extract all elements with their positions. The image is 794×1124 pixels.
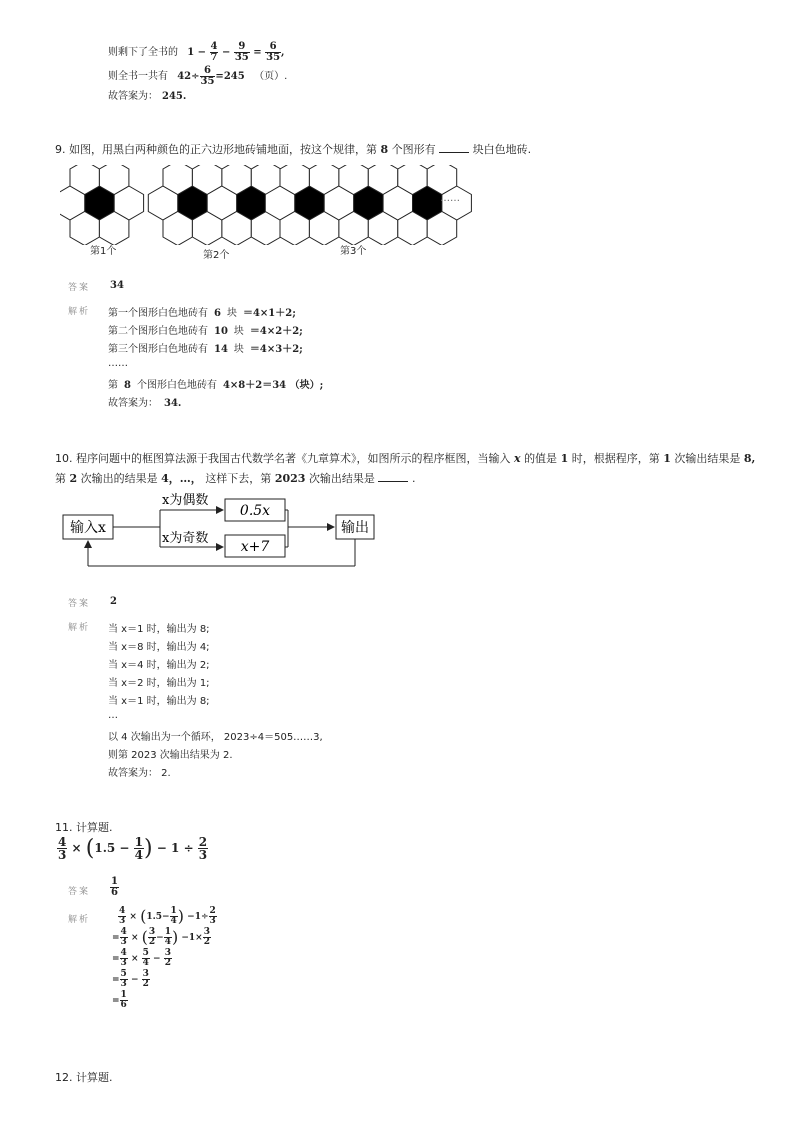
q10-analysis-line: 当 x＝4 时，输出为 2;	[108, 660, 210, 671]
q10-analysis-line: …	[108, 710, 118, 721]
hexagon-figures	[60, 165, 480, 245]
q8-line1-math: 1 − $\frac{4}{7}$ − $\frac{9}{35}$ = $\frac{6}{35}$ ,	[187, 41, 285, 63]
q10-analysis-line: 当 x＝1 时，输出为 8;	[108, 696, 210, 707]
q11-expression: $\frac{4}{3}$ × (1.5 − $\frac{1}{4}$ ) − 1 ÷ $\frac{2}{3}$	[58, 835, 208, 862]
q11-answer: $\frac{1}{6}$	[111, 876, 118, 898]
q10-analysis-line: 故答案为： 2.	[108, 768, 171, 779]
fraction: $\frac{9}{35}$	[234, 41, 249, 63]
flow-op1-label: 0.5x	[239, 503, 271, 519]
q8-line1: 则剩下了全书的 1 − $\frac{4}{7}$ − $\frac{9}{35}$ = $\frac{6}{35}$ ,	[108, 41, 285, 63]
flow-output-label: 输出	[341, 520, 369, 536]
q9-caption-2: 第2个	[203, 250, 230, 261]
q9-analysis-line: 第一个图形白色地砖有 6 块 ＝4×1＋2;	[108, 308, 296, 319]
answer-blank	[378, 471, 408, 482]
analysis-label: 解析	[68, 915, 91, 925]
q10-question-line2: 第 2 次输出的结果是 4，…， 这样下去，第 2023 次输出结果是 .	[55, 472, 416, 485]
flow-op2-label: x+7	[240, 539, 270, 555]
answer-blank	[439, 142, 469, 153]
q9-ellipsis: ……	[440, 193, 460, 204]
q10-analysis-line: 当 x＝2 时，输出为 1;	[108, 678, 210, 689]
fraction: $\frac{4}{7}$	[210, 41, 218, 63]
q9-analysis-line: 故答案为： 34.	[108, 398, 182, 409]
q9-analysis-line: ……	[108, 358, 128, 369]
q9-analysis-line: 第二个图形白色地砖有 10 块 ＝4×2＋2;	[108, 326, 303, 337]
q8-conclusion: 故答案为： 245.	[108, 91, 187, 102]
q9-question: 9. 如图，用黑白两种颜色的正六边形地砖铺地面，按这个规律，第 8 个图形有 块白色地砖.	[55, 143, 532, 156]
q8-line2-math: 42÷ $\frac{6}{35}$ =245	[177, 65, 245, 87]
q9-analysis-line: 第三个图形白色地砖有 14 块 ＝4×3＋2;	[108, 344, 303, 355]
answer-label: 答案	[68, 887, 91, 897]
answer-label: 答案	[68, 599, 91, 609]
q9-caption-3: 第3个	[340, 246, 367, 257]
analysis-label: 解析	[68, 307, 91, 317]
q12-question: 12. 计算题.	[55, 1071, 113, 1084]
answer-label: 答案	[68, 283, 91, 293]
flow-even-label: x为偶数	[162, 493, 209, 508]
analysis-label: 解析	[68, 623, 91, 633]
q9-caption-1: 第1个	[90, 246, 117, 257]
q11-analysis: $\frac{4}{3}$ × (1.5− $\frac{1}{4}$ ) −1÷ $\frac{2}{3}$ = $\frac{4}{3}$ × ( $\frac{3}{2}$ − $\frac{1}{4}$ ) −1× $\frac{3}{2}$ = $\frac{4}{3}$ × $\frac{5}{4}$ − $\frac{3}{2}$ = $\frac{5}{3}$ − $\frac{3}{2}$ = $\frac{1}{6}$	[112, 906, 216, 1010]
fraction: $\frac{6}{35}$	[200, 65, 215, 87]
q9-analysis-line: 第 8 个图形白色地砖有 4×8＋2＝34 （块）;	[108, 380, 324, 391]
q10-question-line1: 10. 程序问题中的框图算法源于我国古代数学名著《九章算术》，如图所示的程序框图，当输入 x 的值是 1 时，根据程序，第 1 次输出结果是 8,	[55, 452, 756, 465]
flowchart	[60, 490, 380, 572]
flow-odd-label: x为奇数	[162, 531, 209, 546]
q8-line2: 则全书一共有 42÷ $\frac{6}{35}$ =245 （页）.	[108, 65, 288, 87]
flow-input-label: 输入x	[70, 520, 106, 536]
q10-analysis-line: 以 4 次输出为一个循环， 2023÷4＝505……3,	[108, 732, 323, 743]
q9-answer: 34	[110, 280, 124, 291]
q10-analysis-line: 当 x＝1 时，输出为 8;	[108, 624, 210, 635]
fraction: $\frac{6}{35}$	[266, 41, 281, 63]
q10-analysis-line: 当 x＝8 时，输出为 4;	[108, 642, 210, 653]
q10-analysis-line: 则第 2023 次输出结果为 2.	[108, 750, 233, 761]
q10-answer: 2	[110, 596, 117, 607]
q11-question: 11. 计算题.	[55, 821, 113, 834]
